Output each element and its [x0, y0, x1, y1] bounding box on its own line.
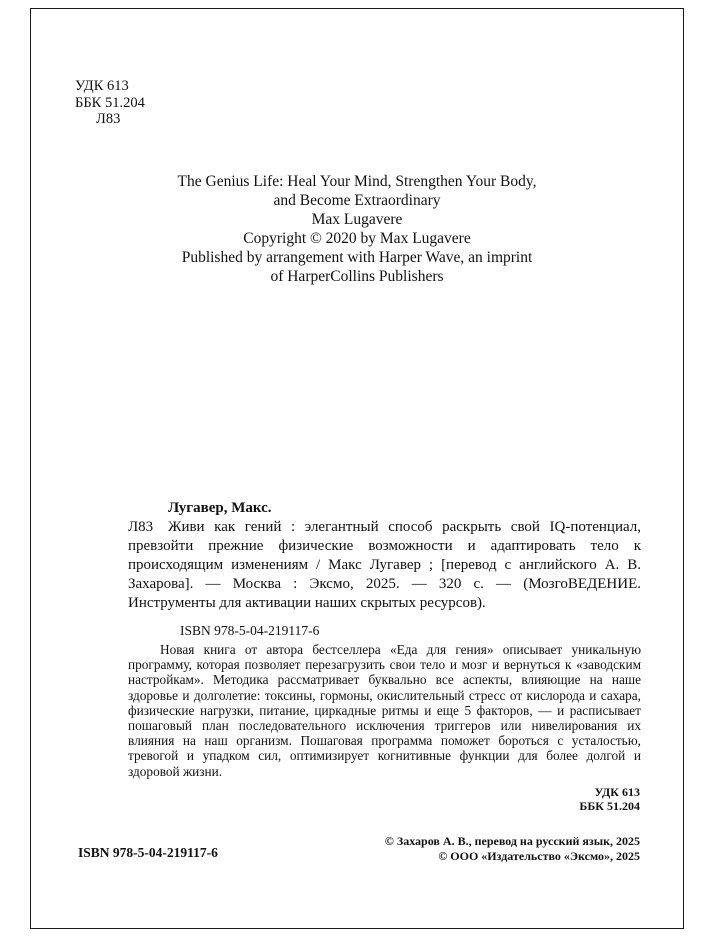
top-classification-codes — [75, 78, 145, 128]
bibliographic-record — [128, 499, 641, 640]
bottom-udk-code: УДК 613 — [594, 785, 640, 799]
biblio-author: Лугавер, Макс. — [168, 500, 272, 516]
biblio-isbn: ISBN 978-5-04-219117-6 — [180, 623, 320, 638]
author-sign-code: Л83 — [96, 111, 121, 127]
publisher-arrangement-line-1: Published by arrangement with Harper Wave, an imprint — [181, 249, 533, 266]
original-copyright-block — [0, 172, 714, 286]
footer-copyrights — [385, 834, 640, 864]
original-title-line-2: and Become Extraordinary — [273, 192, 441, 209]
udk-code: УДК 613 — [75, 78, 129, 94]
biblio-description: Живи как гений : элегантный способ раскрыть свой IQ-потенциал, превзойти прежние физические возможности и адаптировать тело к происходящим изменениям / Макс Лугавер ; [перевод с английского А. В. Захарова]. — Москва : Эксмо, 2025. — 320 с. — (МозгоВЕДЕНИЕ. Инструменты для активации наших скрытых ресурсов). — [128, 519, 641, 611]
original-title-line-1: The Genius Life: Heal Your Mind, Strengthen Your Body, — [177, 173, 537, 190]
publisher-arrangement-line-2: of HarperCollins Publishers — [270, 268, 444, 285]
copyright-publisher: © ООО «Издательство «Эксмо», 2025 — [438, 849, 640, 863]
bottom-bbk-code: ББК 51.204 — [579, 798, 640, 813]
annotation-text: Новая книга от автора бестселлера «Еда для гения» описывает уникальную программу, которая позволяет перезагрузить свои тело и мозг и вернуться к «заводским настройкам». Методика рассматривает буквально все аспекты, влияющие на наше здоровье и долголетие: токсины, гормоны, окислительный стресс от кислорода и сахара, физические нагрузки, питание, циркадные ритмы и еще 5 факторов, — и расписывает пошаговый план последовательного исключения триггеров или нивелирования их влияния на наш организм. Пошаговая программа поможет бороться с усталостью, тревогой и упадком сил, оптимизирует когнитивные функции для более долгой и здоровой жизни. — [128, 642, 641, 779]
copyright-translation: © Захаров А. В., перевод на русский язык, 2025 — [384, 834, 640, 848]
original-author: Max Lugavere — [311, 211, 403, 228]
footer-isbn: ISBN 978-5-04-219117-6 — [78, 845, 218, 860]
biblio-author-sign: Л83 — [128, 519, 154, 535]
bbk-code: ББК 51.204 — [75, 94, 145, 111]
bottom-classification-codes — [579, 786, 640, 813]
biblio-description-block — [128, 518, 641, 613]
original-copyright-line: Copyright © 2020 by Max Lugavere — [243, 230, 471, 247]
